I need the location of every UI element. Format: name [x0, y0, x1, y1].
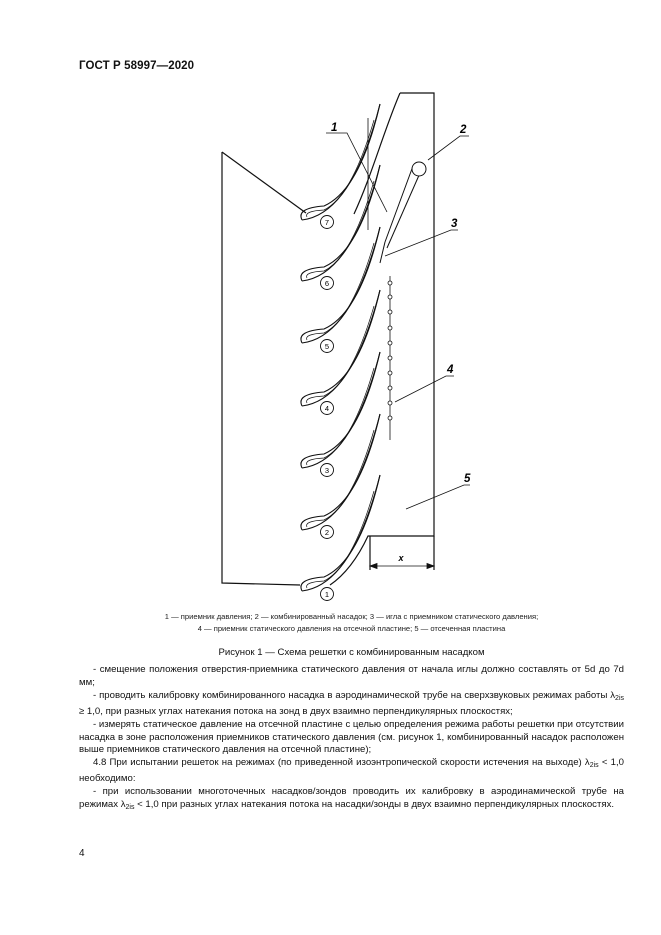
callout-labels: [331, 122, 471, 485]
blade-number-4-label: 4: [324, 403, 330, 413]
dimension-x: [370, 564, 434, 569]
paragraph-4-8: 4.8 При испытании решеток на режимах (по приведенной изоэнтропической скорости истечения на выходе) $\lambda_{2is} < 1,0$ необходимо:: [79, 757, 624, 785]
combined-probe: [380, 162, 426, 263]
static-pressure-taps: [388, 276, 392, 440]
blade-number-3: [321, 464, 334, 477]
dimension-x-label: x: [398, 553, 404, 563]
callout-3: 3: [451, 218, 458, 230]
callout-4: 4: [447, 364, 454, 376]
blade-number-2-label: 2: [324, 527, 330, 537]
callout-leaders: [326, 118, 470, 509]
blade-number-4: [321, 402, 334, 415]
paragraph-offset: - смещение положения отверстия-приемника статического давления от начала иглы должно составлять от 5d до 7d мм;: [79, 664, 624, 688]
body-text: [79, 664, 624, 815]
blade-number-3-label: 3: [324, 465, 330, 475]
paragraph-static-pressure: - измерять статическое давление на отсечной пластине с целью определения режима работы решетки при отсутствии насадка в зоне расположения приемников статического давления (см. рисунок 1, комбинированный насадок расположен выше приемников статического давления на отсечной пластине);: [79, 718, 624, 756]
callout-5: 5: [464, 473, 471, 485]
paragraph-calibration-supersonic: - проводить калибровку комбинированного насадка в аэродинамической трубе на сверхзвуковых режимах работы $\lambda_{2is} \ge 1,0$, при разных углах натекания потока на зонд в двух взаимно перпендикулярных плоскостях;: [79, 689, 624, 717]
page-number: 4: [79, 848, 85, 859]
blade-number-6-label: 6: [324, 278, 330, 288]
figure-legend-line-1: 1 — приемник давления; 2 — комбинированный насадок; 3 — игла с приемником статического давления;: [164, 612, 539, 621]
blade-number-1: [321, 588, 334, 601]
document-header: ГОСТ Р 58997—2020: [79, 60, 195, 72]
blade-number-7: [321, 216, 334, 229]
callout-2: 2: [460, 124, 467, 136]
figure-caption: Рисунок 1 — Схема решетки с комбинированным насадком: [218, 647, 485, 658]
blade-number-6: [321, 277, 334, 290]
blade-number-7-label: 7: [324, 217, 330, 227]
blade-number-2: [321, 526, 334, 539]
blade-number-5: [321, 340, 334, 353]
cascade-outline: [222, 93, 434, 585]
paragraph-multipoint-probes: - при использовании многоточечных насадков/зондов проводить их калибровку в аэродинамической трубе на режимах $\lambda_{2is} < 1,0$ при разных углах натекания потока на насадки/зонды в двух взаимно перпендикулярных плоскостях.: [79, 786, 624, 812]
blade-number-5-label: 5: [324, 341, 330, 351]
callout-1: 1: [331, 122, 338, 134]
blade-number-1-label: 1: [324, 589, 330, 599]
figure-legend-line-2: 4 — приемник статического давления на отсечной пластине; 5 — отсеченная пластина: [197, 624, 506, 633]
